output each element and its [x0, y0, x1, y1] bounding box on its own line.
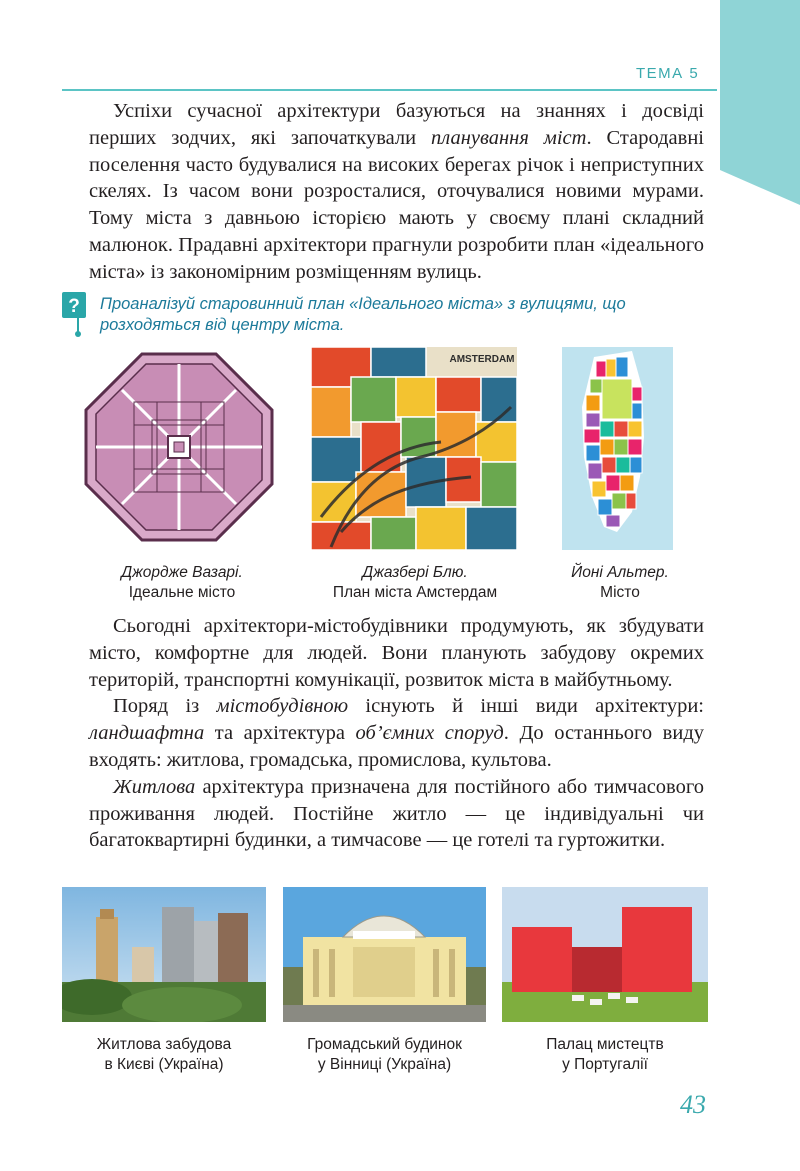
- paragraph-architecture-types: Поряд із містобудівною існують й інші види архітектури: ландшафтна та архітектура об’ємних споруд. До останнього виду входять: житлова, громадська, промислова, культова.: [89, 695, 704, 771]
- caption-alter: Йоні Альтер. Місто: [571, 564, 669, 601]
- chapter-corner-tab: [720, 0, 800, 205]
- paragraphs-main: [89, 613, 704, 854]
- amsterdam-map-label: AMSTERDAM: [449, 354, 515, 365]
- term-city-planning: планування міст: [431, 126, 587, 149]
- caption-jazzberry: Джазбері Блю. План міста Амстердам: [332, 564, 498, 601]
- svg-text:?: ?: [68, 296, 80, 317]
- paragraph-urban-planners: Сьогодні архітектори-містобудівники продумують, як збудувати місто, комфортне для людей. Вони планують забудову окремих територій, транспортні комунікації, розвиток міста в майбутньому.: [89, 615, 704, 691]
- caption-vasari: Джордже Вазарі. Ідеальне місто: [121, 564, 243, 601]
- header-rule: [62, 89, 717, 91]
- paragraph-intro: Успіхи сучасної архітектури базуються на знаннях і досвіді перших зодчих, які започаткували планування міст. Стародавні поселення часто будувалися на високих берегах річок і неприступних скелях. Із часом вони розросталися, оточувалися новими мурами. Тому міста з давньою історією мають у своєму плані складний малюнок. Прадавні архітектори прагнули розробити план «ідеального міста» із закономірним розміщенням вулиць.: [89, 100, 704, 283]
- amsterdam-map-image: [311, 347, 517, 550]
- question-icon: [62, 292, 88, 338]
- theme-label: ТЕМА 5: [636, 65, 700, 82]
- city-poster-image: [562, 347, 673, 550]
- caption-portugal: Палац мистецтв у Португалії: [546, 1036, 664, 1073]
- caption-kyiv: Житлова забудова в Києві (Україна): [96, 1036, 232, 1073]
- page-number: 43: [680, 1090, 706, 1119]
- task-text: Проаналізуй старовинний план «Ідеального міста» з вулицями, що розходяться від центру міста.: [100, 295, 626, 334]
- kyiv-housing-photo: [62, 887, 266, 1022]
- portugal-arts-palace-photo: [502, 887, 708, 1022]
- ideal-city-plan-image: [82, 350, 276, 544]
- caption-vinnytsia: Громадський будинок у Вінниці (Україна): [307, 1036, 462, 1073]
- vinnytsia-public-building-photo: [283, 887, 486, 1022]
- paragraph-residential: Житлова архітектура призначена для постійного або тимчасового проживання людей. Постійне житло — це індивідуальні чи багатоквартирні будинки, а тимчасове — це готелі та гуртожитки.: [89, 775, 704, 852]
